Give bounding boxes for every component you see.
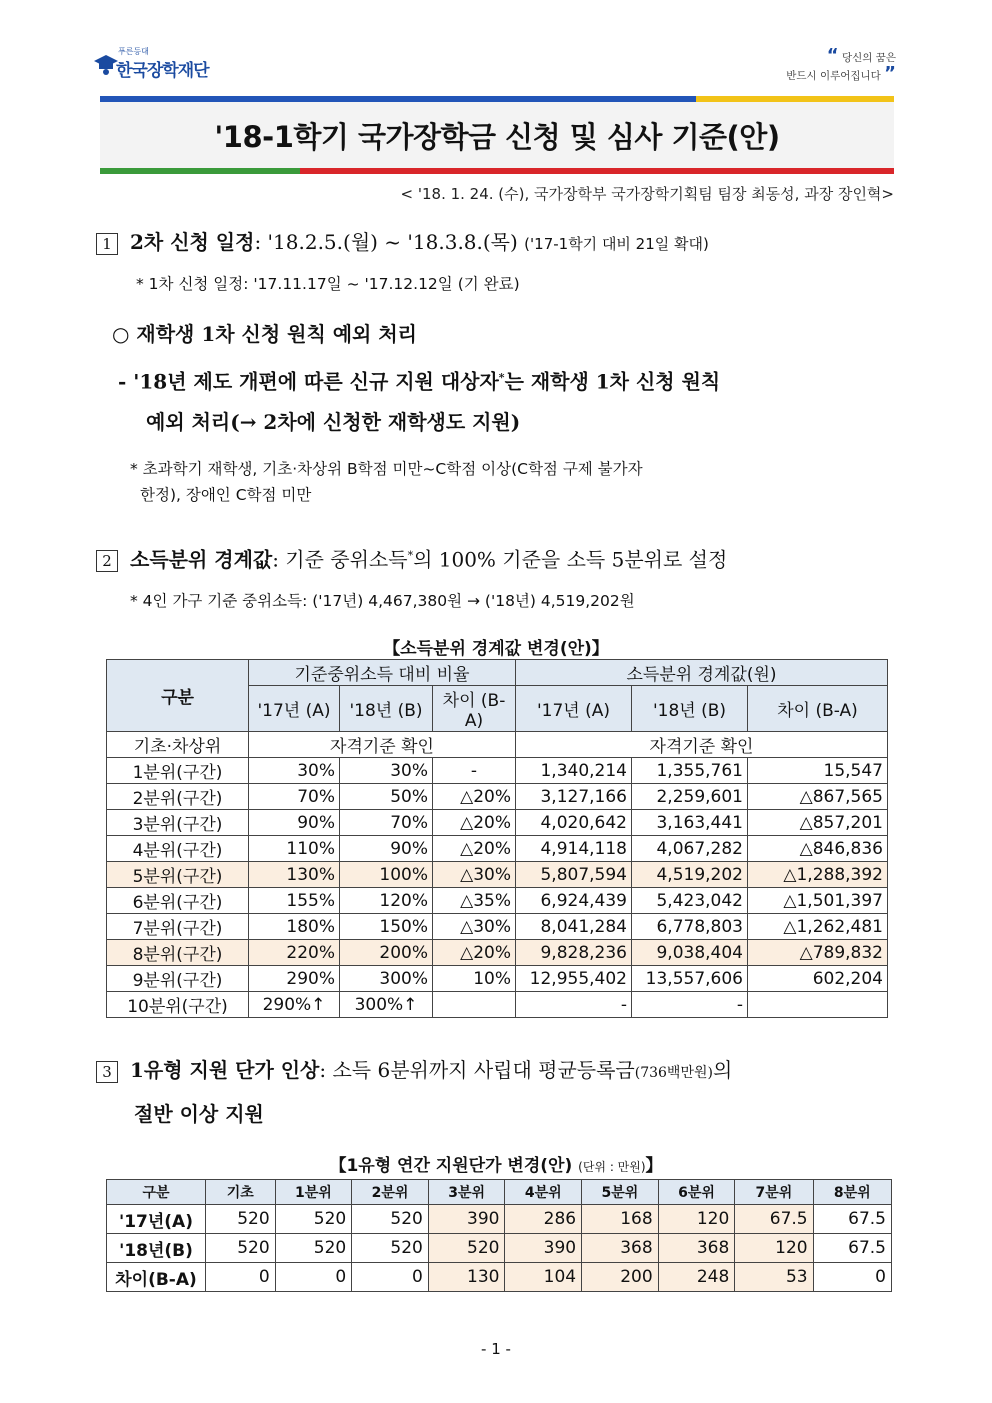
slogan (746, 45, 896, 84)
col-header: 3분위 (428, 1180, 505, 1205)
row-label: 8분위(구간) (107, 940, 249, 966)
cell: 13,557,606 (632, 966, 748, 992)
cell: 180% (249, 914, 340, 940)
cell: 130 (428, 1263, 505, 1292)
section-1-note: * 1차 신청 일정: '17.11.17일 ~ '17.12.12일 (기 완료) (136, 275, 520, 293)
cell: △20% (433, 836, 516, 862)
section-1-sub: ○ 재학생 1차 신청 원칙 예외 처리 (112, 322, 417, 346)
header-diff: 차이 (B-A) (433, 686, 516, 732)
table-2-caption-unit: (단위 : 만원) (578, 1160, 646, 1174)
cell: 70% (249, 784, 340, 810)
cell: 155% (249, 888, 340, 914)
cell: 520 (428, 1234, 505, 1263)
header-b: '18년 (B) (340, 686, 433, 732)
cell: 0 (813, 1263, 891, 1292)
table-row (107, 1263, 892, 1292)
row-label: 5분위(구간) (107, 862, 249, 888)
col-header: 7분위 (735, 1180, 813, 1205)
slogan-line1: 당신의 꿈은 (841, 52, 896, 64)
section-3-bold: 1유형 지원 단가 인상 (130, 1058, 320, 1082)
row-label: 7분위(구간) (107, 914, 249, 940)
logo (94, 46, 244, 86)
row-label: '17년(A) (107, 1205, 206, 1234)
cell: 4,020,642 (516, 810, 632, 836)
cell: △20% (433, 784, 516, 810)
logo-small-text: 푸른등대 (118, 47, 149, 56)
dateline: < '18. 1. 24. (수), 국가장학부 국가장학기획팀 팀장 최동성, 과장 장인혁> (400, 185, 894, 203)
cell: 520 (206, 1234, 276, 1263)
cell: △30% (433, 862, 516, 888)
row-label: 4분위(구간) (107, 836, 249, 862)
cell: 300% (340, 966, 433, 992)
header-group: 구분 (107, 660, 249, 732)
table-2-caption-end: 】 (645, 1156, 663, 1176)
cell: 150% (340, 914, 433, 940)
cell: 67.5 (735, 1205, 813, 1234)
cell: △789,832 (748, 940, 888, 966)
cell: 368 (582, 1234, 659, 1263)
cell: 15,547 (748, 758, 888, 784)
section-1-note2-a: * 초과학기 재학생, 기초·차상위 B학점 미만~C학점 이상(C학점 구제 불가자 (130, 460, 643, 478)
cell: 602,204 (748, 966, 888, 992)
section-1-dash-b: 는 재학생 1차 신청 원칙 (504, 369, 721, 394)
cell: 120 (658, 1205, 735, 1234)
cell: △857,201 (748, 810, 888, 836)
cell: 104 (505, 1263, 582, 1292)
support-amount-table (106, 1179, 892, 1292)
section-1-bold: 2차 신청 일정 (130, 230, 255, 254)
section-2-heading (96, 542, 896, 574)
cell (433, 992, 516, 1018)
cell: 3,127,166 (516, 784, 632, 810)
cell: 0 (275, 1263, 352, 1292)
cell: 5,807,594 (516, 862, 632, 888)
cell: 200 (582, 1263, 659, 1292)
header-diff: 차이 (B-A) (748, 686, 888, 732)
table-row (107, 862, 888, 888)
header-a: '17년 (A) (249, 686, 340, 732)
table-row (107, 758, 888, 784)
section-2-text-a: : 기준 중위소득 (272, 547, 408, 572)
cell: 4,067,282 (632, 836, 748, 862)
table-row (107, 914, 888, 940)
row-label: 10분위(구간) (107, 992, 249, 1018)
cell: - (516, 992, 632, 1018)
section-1-note2 (130, 456, 900, 508)
page-number: - 1 - (481, 1340, 511, 1358)
cell: - (632, 992, 748, 1018)
table-row (107, 810, 888, 836)
income-boundary-table (106, 659, 888, 1018)
cell: 290%↑ (249, 992, 340, 1018)
cell: 120 (735, 1234, 813, 1263)
col-header: 5분위 (582, 1180, 659, 1205)
section-1-note2-b: 한정), 장애인 C학점 미만 (140, 486, 312, 504)
cell: 50% (340, 784, 433, 810)
table-row (107, 1205, 892, 1234)
cell: △1,262,481 (748, 914, 888, 940)
cell: 10% (433, 966, 516, 992)
cell: △20% (433, 940, 516, 966)
section-1-heading (96, 228, 896, 258)
cell: 200% (340, 940, 433, 966)
section-2-bold: 소득분위 경계값 (130, 547, 273, 572)
row-label: 2분위(구간) (107, 784, 249, 810)
section-3-text2: 의 (712, 1058, 733, 1082)
cell: △20% (433, 810, 516, 836)
cell: 90% (340, 836, 433, 862)
row-label: 6분위(구간) (107, 888, 249, 914)
col-header: 2분위 (352, 1180, 429, 1205)
cell: △1,288,392 (748, 862, 888, 888)
row-label: 3분위(구간) (107, 810, 249, 836)
cell: 3,163,441 (632, 810, 748, 836)
cell: 110% (249, 836, 340, 862)
section-1-dash (118, 364, 898, 396)
cell: 300%↑ (340, 992, 433, 1018)
cell: 4,914,118 (516, 836, 632, 862)
cell: 390 (505, 1234, 582, 1263)
table-1-caption: 【소득분위 경계값 변경(안)】 (383, 639, 609, 659)
cell: 67.5 (813, 1234, 891, 1263)
row-label: 9분위(구간) (107, 966, 249, 992)
cell: △30% (433, 914, 516, 940)
row-label: 차이(B-A) (107, 1263, 206, 1292)
header-a: '17년 (A) (516, 686, 632, 732)
cell: △867,565 (748, 784, 888, 810)
row-label: '18년(B) (107, 1234, 206, 1263)
cell: 220% (249, 940, 340, 966)
bottom-bar-red (300, 168, 894, 174)
cell: 520 (352, 1205, 429, 1234)
table-2-caption (0, 1151, 992, 1176)
close-quote-icon: ” (884, 63, 896, 84)
table-row (107, 1234, 892, 1263)
cell: 520 (206, 1205, 276, 1234)
section-1-dash-line2: 예외 처리(→ 2차에 신청한 재학생도 지원) (146, 410, 521, 434)
header-boundary: 소득분위 경계값(원) (516, 660, 888, 686)
slogan-line2: 반드시 이루어집니다 (786, 70, 881, 82)
cell: 520 (275, 1234, 352, 1263)
section-1-text: : '18.2.5.(월) ~ '18.3.8.(목) (254, 230, 518, 254)
cell: 390 (428, 1205, 505, 1234)
col-header: 구분 (107, 1180, 206, 1205)
basic-boundary: 자격기준 확인 (516, 732, 888, 758)
table-2-caption-main: 【1유형 연간 지원단가 변경(안) (329, 1156, 573, 1176)
footnote-star: * (498, 371, 505, 384)
cell: 4,519,202 (632, 862, 748, 888)
cell: 67.5 (813, 1205, 891, 1234)
col-header: 4분위 (505, 1180, 582, 1205)
bottom-bar-green (100, 168, 300, 174)
logo-name: 한국장학재단 (116, 61, 209, 81)
cell: 248 (658, 1263, 735, 1292)
cell: 30% (340, 758, 433, 784)
cell (748, 992, 888, 1018)
cell: 520 (352, 1234, 429, 1263)
section-3-text: : 소득 6분위까지 사립대 평균등록금 (319, 1058, 635, 1082)
section-2-text-b: 의 100% 기준을 소득 5분위로 설정 (413, 547, 728, 572)
cell: 120% (340, 888, 433, 914)
cell: 53 (735, 1263, 813, 1292)
cell: 5,423,042 (632, 888, 748, 914)
cell: 70% (340, 810, 433, 836)
cell: 520 (275, 1205, 352, 1234)
basic-ratio: 자격기준 확인 (249, 732, 516, 758)
col-header: 1분위 (275, 1180, 352, 1205)
section-3-heading (96, 1056, 906, 1087)
graduation-cap-icon (94, 52, 118, 76)
cell: 2,259,601 (632, 784, 748, 810)
cell: 9,828,236 (516, 940, 632, 966)
cell: 368 (658, 1234, 735, 1263)
cell: 6,924,439 (516, 888, 632, 914)
section-1-paren: ('17-1학기 대비 21일 확대) (524, 235, 709, 253)
section-3-line2: 절반 이상 지원 (134, 1102, 264, 1126)
table-row (107, 940, 888, 966)
cell: 1,340,214 (516, 758, 632, 784)
table-row (107, 966, 888, 992)
cell: 0 (352, 1263, 429, 1292)
cell: △846,836 (748, 836, 888, 862)
cell: 286 (505, 1205, 582, 1234)
page-title: '18-1학기 국가장학금 신청 및 심사 기준(안) (100, 102, 894, 168)
cell: 8,041,284 (516, 914, 632, 940)
col-header: 8분위 (813, 1180, 891, 1205)
cell: 30% (249, 758, 340, 784)
cell: 1,355,761 (632, 758, 748, 784)
table-row (107, 784, 888, 810)
row-label: 기초·차상위 (107, 732, 249, 758)
section-3-small: (736백만원) (634, 1065, 713, 1081)
cell: 9,038,404 (632, 940, 748, 966)
footnote-star: * (407, 549, 414, 562)
col-header: 6분위 (658, 1180, 735, 1205)
header-b: '18년 (B) (632, 686, 748, 732)
col-header: 기초 (206, 1180, 276, 1205)
section-1-dash-a: - '18년 제도 개편에 따른 신규 지원 대상자 (118, 369, 499, 394)
cell: △1,501,397 (748, 888, 888, 914)
cell: 0 (206, 1263, 276, 1292)
cell: 100% (340, 862, 433, 888)
cell: 12,955,402 (516, 966, 632, 992)
row-label: 1분위(구간) (107, 758, 249, 784)
table-row (107, 836, 888, 862)
open-quote-icon: “ (826, 45, 839, 66)
cell: 168 (582, 1205, 659, 1234)
cell: 90% (249, 810, 340, 836)
header-ratio: 기준중위소득 대비 비율 (249, 660, 516, 686)
cell: 290% (249, 966, 340, 992)
table-row (107, 992, 888, 1018)
section-number: 3 (96, 1061, 118, 1083)
table-row (107, 888, 888, 914)
section-2-note: * 4인 가구 기준 중위소득: ('17년) 4,467,380원 → ('18년) 4,519,202원 (130, 592, 635, 610)
cell: △35% (433, 888, 516, 914)
cell: 6,778,803 (632, 914, 748, 940)
cell: - (433, 758, 516, 784)
cell: 130% (249, 862, 340, 888)
section-number: 2 (96, 550, 118, 572)
section-number: 1 (96, 233, 118, 255)
